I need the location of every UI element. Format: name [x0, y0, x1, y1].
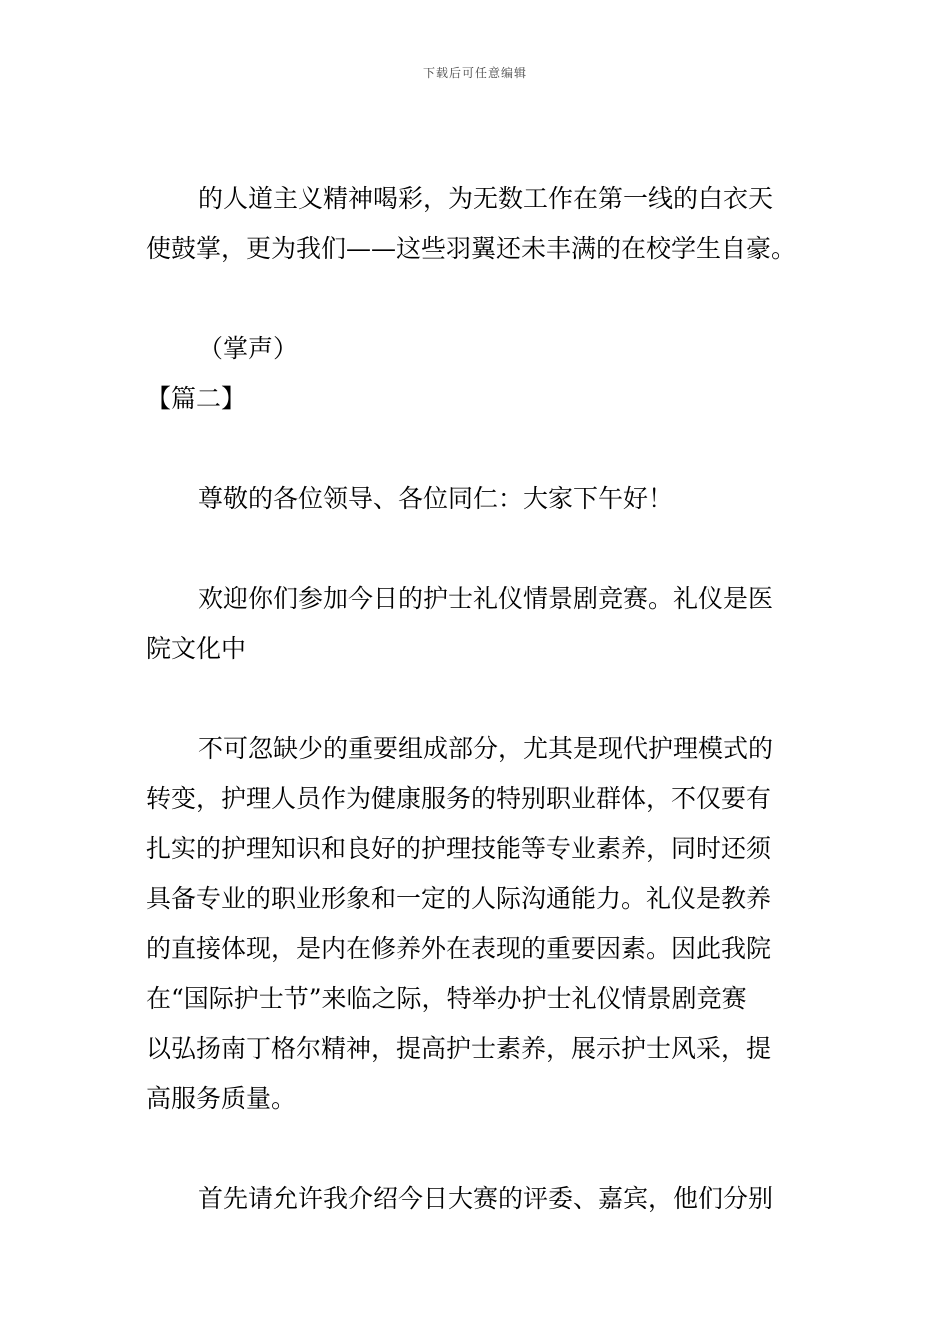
paragraph-line: 院文化中 [146, 634, 247, 663]
paragraph-line: 扎实的护理知识和良好的护理技能等专业素养，同时还须 [146, 834, 772, 863]
paragraph-line: 在“国际护士节”来临之际，特举办护士礼仪情景剧竞赛 [146, 984, 747, 1013]
paragraph-line: 转变，护理人员作为健康服务的特别职业群体，不仅要有 [146, 784, 772, 813]
paragraph-line: 首先请允许我介绍今日大赛的评委、嘉宾，他们分别 [198, 1184, 774, 1213]
applause-note: （掌声） [198, 334, 299, 363]
paragraph-line: 的直接体现，是内在修养外在表现的重要因素。因此我院 [146, 934, 772, 963]
paragraph-line: 使鼓掌，更为我们——这些羽翼还未丰满的在校学生自豪。 [146, 234, 797, 263]
paragraph-line: 欢迎你们参加今日的护士礼仪情景剧竞赛。礼仪是医 [198, 584, 774, 613]
paragraph-line: 的人道主义精神喝彩，为无数工作在第一线的白衣天 [198, 184, 774, 213]
paragraph-line: 高服务质量。 [146, 1084, 297, 1113]
page-header: 下载后可任意编辑 [422, 66, 527, 80]
paragraph-line: 以弘扬南丁格尔精神，提高护士素养，展示护士风采，提 [146, 1034, 772, 1063]
paragraph-line: 不可忽缺少的重要组成部分，尤其是现代护理模式的 [198, 734, 774, 763]
greeting-line: 尊敬的各位领导、各位同仁：大家下午好！ [198, 484, 674, 513]
paragraph-line: 具备专业的职业形象和一定的人际沟通能力。礼仪是教养 [146, 884, 772, 913]
section-heading: 【篇二】 [146, 384, 247, 413]
